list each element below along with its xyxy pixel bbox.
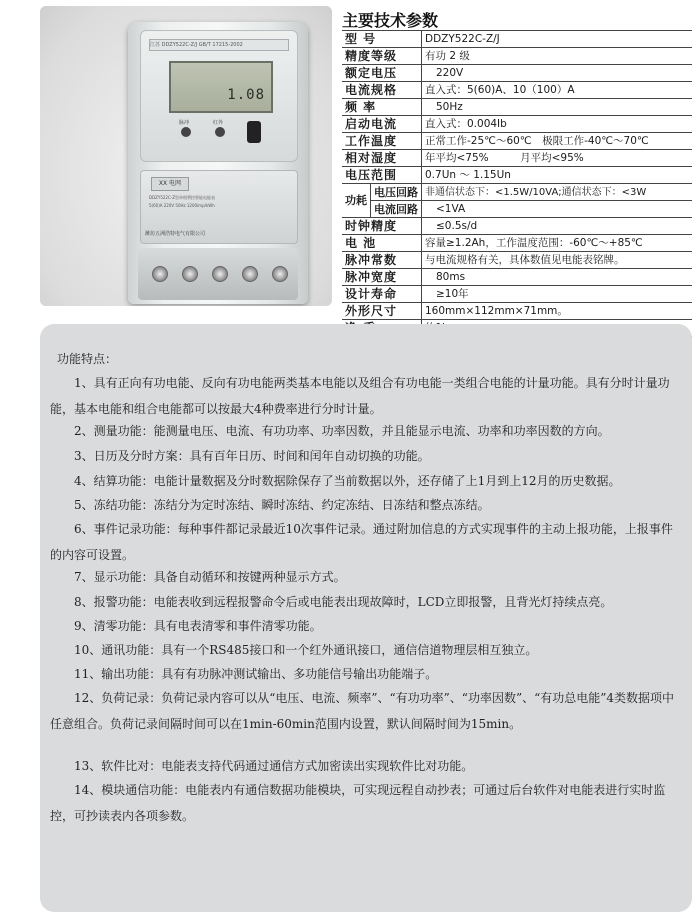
meter-ratings-text: 5(60)A 220V 50Hz 1200imp/kWh: [149, 203, 215, 208]
spec-value: 220V: [422, 65, 693, 82]
feature-item: 11、输出功能：具有有功脉冲测试输出、多功能信号输出功能端子。: [74, 667, 438, 681]
spec-value: 0.7Un ～ 1.15Un: [422, 167, 693, 184]
spec-key-power: 功耗: [342, 184, 371, 218]
feature-item: 2、测量功能：能测量电压、电流、有功功率、功率因数，并且能显示电流、功率和功率因数的方向。: [74, 424, 610, 438]
spec-table: [342, 30, 692, 337]
spec-value: DDZY522C-Z/J: [422, 31, 693, 48]
feature-item: 10、通讯功能：具有一个RS485接口和一个红外通讯接口，通信信道物理层相互独立。: [74, 643, 538, 657]
spec-value: 直入式：5(60)A、10（100）A: [422, 82, 693, 99]
spec-value: 正常工作-25℃～60℃ 极限工作-40℃～70℃: [422, 133, 693, 150]
meter-lcd: [169, 61, 273, 113]
feature-item: 8、报警功能：电能表收到远程报警命令后或电能表出现故障时，LCD立即报警，且背光灯持续点亮。: [74, 595, 613, 609]
spec-value: 与电流规格有关，具体数值见电能表铭牌。: [422, 252, 693, 269]
spec-key: 设计寿命: [342, 286, 422, 303]
feature-item: 6、事件记录功能：每种事件都记录最近10次事件记录。通过附加信息的方式实现事件的主动上报功能，上报事件的内容可设置。: [50, 522, 673, 562]
infrared-label: 红外: [213, 120, 224, 126]
spec-value: 容量≥1.2Ah，工作温度范围：-60℃～+85℃: [422, 235, 693, 252]
feature-item: 5、冻结功能：冻结分为定时冻结、瞬时冻结、约定冻结、日冻结和整点冻结。: [74, 498, 490, 512]
spec-value: 50Hz: [422, 99, 693, 116]
spec-value: 直入式：0.004Ib: [422, 116, 693, 133]
screw-icon: [272, 266, 288, 282]
screw-icon: [242, 266, 258, 282]
screw-icon: [152, 266, 168, 282]
spec-key: 电 池: [342, 235, 422, 252]
feature-item: 12、负荷记录：负荷记录内容可以从“电压、电流、频率”、“有功功率”、“功率因数”、“有功总电能”4类数据项中任意组合。负荷记录间隔时间可以在1min-60min范围内设置，默认间隔时间为15min。: [50, 691, 674, 731]
spec-row: [342, 48, 692, 65]
pulse-label: 脉冲: [179, 120, 190, 126]
pulse-led-icon: [181, 127, 191, 137]
spec-key-current-circuit: 电流回路: [371, 201, 422, 218]
spec-key: 精度等级: [342, 48, 422, 65]
feature-item: 3、日历及分时方案：具有百年日历、时间和闰年自动切换的功能。: [74, 449, 430, 463]
spec-value-current-circuit: <1VA: [422, 201, 693, 218]
spec-key: 型 号: [342, 31, 422, 48]
spec-row: [342, 31, 692, 48]
spec-row: [342, 218, 692, 235]
feature-item: 1、具有正向有功电能、反向有功电能两类基本电能以及组合有功电能一类组合电能的计量功能。具有分时计量功能，基本电能和组合电能都可以按最大4种费率进行分时计量。: [50, 376, 670, 416]
feature-item: 7、显示功能：具备自动循环和按键两种显示方式。: [74, 570, 346, 584]
feature-item: 14、模块通信功能：电能表内有通信数据功能模块，可实现远程自动抄表；可通过后台软件对电能表进行实时监控，可抄读表内各项参数。: [50, 783, 666, 823]
spec-row-power-current: [342, 201, 692, 218]
spec-key: 工作温度: [342, 133, 422, 150]
spec-key: 电流规格: [342, 82, 422, 99]
spec-row: [342, 167, 692, 184]
spec-value: ≥10年: [422, 286, 693, 303]
meter-button-icon: [247, 121, 261, 143]
spec-row: [342, 252, 692, 269]
spec-row: [342, 65, 692, 82]
spec-row: [342, 303, 692, 320]
spec-key: 脉冲宽度: [342, 269, 422, 286]
spec-row: [342, 286, 692, 303]
spec-value: 年平均<75% 月平均<95%: [422, 150, 693, 167]
spec-title: 主要技术参数: [342, 11, 439, 30]
spec-row: [342, 269, 692, 286]
spec-key-voltage-circuit: 电压回路: [371, 184, 422, 201]
meter-nameplate: [140, 170, 298, 244]
product-photo: [40, 6, 332, 306]
spec-value: ≤0.5s/d: [422, 218, 693, 235]
spec-key: 外形尺寸: [342, 303, 422, 320]
spec-row: [342, 82, 692, 99]
meter-label-strip: 江苏 DDZY522C-Z/J GB/T 17215-2002: [149, 39, 289, 51]
spec-key: 额定电压: [342, 65, 422, 82]
maker-text: 潍坊五洲浩特电气有限公司: [145, 231, 206, 237]
screw-icon: [212, 266, 228, 282]
feature-item: 13、软件比对：电能表支持代码通过通信方式加密读出实现软件比对功能。: [74, 759, 474, 773]
lcd-reading: 1.08: [227, 87, 265, 103]
spec-key: 频 率: [342, 99, 422, 116]
spec-key: 启动电流: [342, 116, 422, 133]
spec-key: 电压范围: [342, 167, 422, 184]
spec-key: 相对湿度: [342, 150, 422, 167]
feature-item: 4、结算功能：电能计量数据及分时数据除保存了当前数据以外，还存储了上1月到上12月的历史数据。: [74, 474, 621, 488]
infrared-port-icon: [215, 127, 225, 137]
spec-row: [342, 133, 692, 150]
spec-value: 有功 2 级: [422, 48, 693, 65]
meter-model-text: DDZY522C-Z型单相费控智能电能表: [149, 195, 215, 200]
spec-key: 时钟精度: [342, 218, 422, 235]
features-title: 功能特点：: [57, 352, 118, 366]
spec-row: [342, 150, 692, 167]
brand-badge: XX 电网: [151, 177, 189, 191]
screw-icon: [182, 266, 198, 282]
terminal-block: [138, 248, 298, 300]
meter-indicator-row: [169, 121, 269, 147]
spec-value-voltage-circuit: 非通信状态下：<1.5W/10VA;通信状态下：<3W: [422, 184, 693, 201]
spec-row: [342, 235, 692, 252]
spec-value: 80ms: [422, 269, 693, 286]
electric-meter: [128, 22, 308, 304]
feature-item: 9、清零功能：具有电表清零和事件清零功能。: [74, 619, 322, 633]
spec-key: 脉冲常数: [342, 252, 422, 269]
spec-row: [342, 99, 692, 116]
meter-front-cover: [140, 30, 298, 162]
spec-row-power-voltage: [342, 184, 692, 201]
spec-row: [342, 116, 692, 133]
spec-value: 160mm×112mm×71mm。: [422, 303, 693, 320]
